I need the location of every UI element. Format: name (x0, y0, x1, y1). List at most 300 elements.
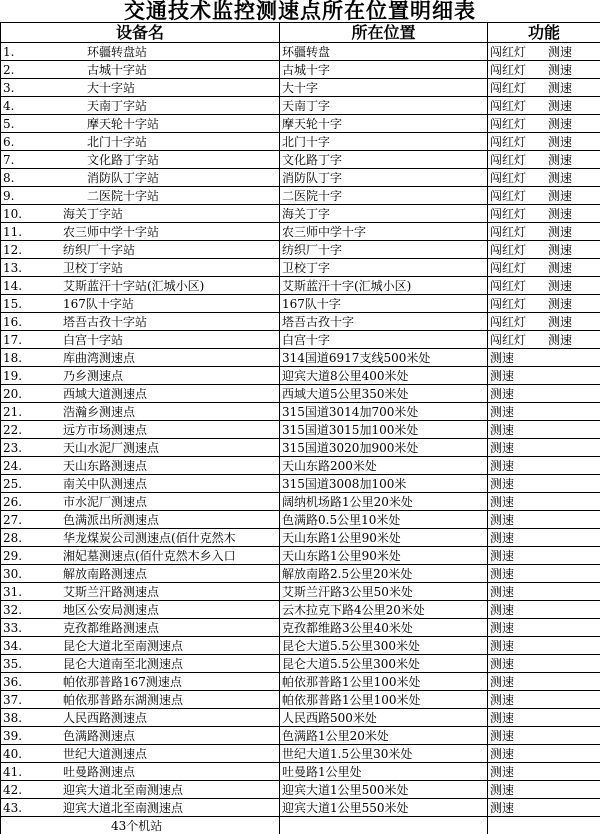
table-row (1, 745, 600, 763)
device-name: 市水泥厂测速点 (63, 495, 147, 509)
row-number: 21. (3, 404, 63, 420)
device-cell (1, 367, 280, 385)
location-cell: 塔吾古孜十字 (280, 313, 488, 331)
location-cell: 古城十字 (280, 61, 488, 79)
function-primary: 测速 (490, 548, 548, 564)
device-name: 农三师中学十字站 (63, 225, 159, 239)
function-primary: 闯红灯 (490, 332, 548, 348)
table-footer-row (1, 817, 600, 834)
table-row (1, 439, 600, 457)
table-row (1, 115, 600, 133)
function-cell (488, 763, 600, 781)
table-row (1, 259, 600, 277)
device-cell (1, 547, 280, 565)
function-cell (488, 619, 600, 637)
function-primary: 测速 (490, 404, 548, 420)
location-cell: 卫校丁字 (280, 259, 488, 277)
function-cell (488, 637, 600, 655)
device-cell (1, 673, 280, 691)
device-cell (1, 709, 280, 727)
device-name: 艾斯兰汗路测速点 (63, 585, 159, 599)
location-cell: 帕依那普路1公里100米处 (280, 691, 488, 709)
device-name: 塔吾古孜十字站 (63, 315, 147, 329)
row-number: 30. (3, 566, 63, 582)
function-primary: 测速 (490, 494, 548, 510)
function-primary: 测速 (490, 512, 548, 528)
device-name: 乃乡测速点 (63, 369, 123, 383)
location-cell: 昆仑大道5.5公里300米处 (280, 637, 488, 655)
function-cell (488, 331, 600, 349)
device-cell (1, 439, 280, 457)
function-primary: 闯红灯 (490, 170, 548, 186)
location-cell: 色满路1公里20米处 (280, 727, 488, 745)
device-cell (1, 133, 280, 151)
device-cell (1, 781, 280, 799)
device-name: 吐曼路测速点 (63, 765, 135, 779)
table-row (1, 331, 600, 349)
row-number: 31. (3, 584, 63, 600)
function-cell (488, 205, 600, 223)
table-row (1, 799, 600, 817)
function-primary: 测速 (490, 602, 548, 618)
function-primary: 测速 (490, 422, 548, 438)
function-primary: 测速 (490, 638, 548, 654)
device-cell (1, 763, 280, 781)
table-row (1, 583, 600, 601)
function-secondary: 测速 (548, 243, 572, 257)
row-number: 16. (3, 314, 63, 330)
device-name: 天山东路测速点 (63, 459, 147, 473)
table-row (1, 385, 600, 403)
device-cell (1, 403, 280, 421)
function-primary: 闯红灯 (490, 242, 548, 258)
location-cell: 天山东路1公里90米处 (280, 529, 488, 547)
row-number: 8. (3, 170, 87, 186)
location-cell: 315国道3015加100米处 (280, 421, 488, 439)
location-cell: 大十字 (280, 79, 488, 97)
device-name: 二医院十字站 (87, 189, 159, 203)
function-primary: 闯红灯 (490, 134, 548, 150)
table-row (1, 709, 600, 727)
device-name: 西域大道测速点 (63, 387, 147, 401)
device-name: 昆仑大道北至南测速点 (63, 639, 183, 653)
function-secondary: 测速 (548, 135, 572, 149)
device-name: 天南丁字站 (87, 99, 147, 113)
device-name: 帕依那普路167测速点 (63, 675, 182, 689)
function-cell (488, 601, 600, 619)
function-primary: 测速 (490, 800, 548, 816)
table-row (1, 619, 600, 637)
device-cell (1, 799, 280, 817)
device-name: 解放南路测速点 (63, 567, 147, 581)
function-cell (488, 151, 600, 169)
device-cell (1, 421, 280, 439)
function-cell (488, 115, 600, 133)
device-cell (1, 331, 280, 349)
function-primary: 闯红灯 (490, 314, 548, 330)
row-number: 37. (3, 692, 63, 708)
function-secondary: 测速 (548, 315, 572, 329)
device-cell (1, 223, 280, 241)
device-name: 环疆转盘站 (87, 45, 147, 59)
function-cell (488, 781, 600, 799)
function-primary: 测速 (490, 656, 548, 672)
location-cell: 文化路丁字 (280, 151, 488, 169)
device-cell (1, 61, 280, 79)
table-header-row (1, 23, 600, 43)
row-number: 20. (3, 386, 63, 402)
row-number: 6. (3, 134, 87, 150)
device-cell (1, 295, 280, 313)
function-primary: 测速 (490, 782, 548, 798)
device-cell (1, 115, 280, 133)
location-cell: 315国道3008加100米 (280, 475, 488, 493)
table-row (1, 79, 600, 97)
table-row (1, 241, 600, 259)
row-number: 40. (3, 746, 63, 762)
function-cell (488, 43, 600, 61)
function-primary: 测速 (490, 764, 548, 780)
function-cell (488, 367, 600, 385)
location-cell: 314国道6917支线500米处 (280, 349, 488, 367)
row-number: 35. (3, 656, 63, 672)
function-secondary: 测速 (548, 297, 572, 311)
function-cell (488, 169, 600, 187)
device-cell (1, 727, 280, 745)
table-row (1, 457, 600, 475)
table-row (1, 169, 600, 187)
function-primary: 闯红灯 (490, 296, 548, 312)
document-title: 交通技术监控测速点所在位置明细表 (0, 0, 600, 22)
function-primary: 闯红灯 (490, 44, 548, 60)
row-number: 28. (3, 530, 63, 546)
device-cell (1, 43, 280, 61)
device-name: 海关丁字站 (63, 207, 123, 221)
function-cell (488, 493, 600, 511)
function-cell (488, 547, 600, 565)
function-primary: 闯红灯 (490, 98, 548, 114)
location-cell: 315国道3014加700米处 (280, 403, 488, 421)
device-cell (1, 277, 280, 295)
function-secondary: 测速 (548, 117, 572, 131)
table-row (1, 349, 600, 367)
function-secondary: 测速 (548, 189, 572, 203)
function-secondary: 测速 (548, 63, 572, 77)
device-cell (1, 349, 280, 367)
table-row (1, 655, 600, 673)
device-cell (1, 637, 280, 655)
row-number: 12. (3, 242, 63, 258)
function-cell (488, 403, 600, 421)
function-secondary: 测速 (548, 153, 572, 167)
function-cell (488, 79, 600, 97)
table-row (1, 565, 600, 583)
device-name: 昆仑大道南至北测速点 (63, 657, 183, 671)
device-cell (1, 529, 280, 547)
table-row (1, 223, 600, 241)
table-row (1, 673, 600, 691)
row-number: 19. (3, 368, 63, 384)
row-number: 14. (3, 278, 63, 294)
device-name: 克孜都维路测速点 (63, 621, 159, 635)
function-primary: 测速 (490, 350, 548, 366)
row-number: 5. (3, 116, 87, 132)
function-cell (488, 565, 600, 583)
table-row (1, 277, 600, 295)
device-cell (1, 187, 280, 205)
row-number: 2. (3, 62, 87, 78)
function-cell (488, 727, 600, 745)
device-name: 古城十字站 (87, 63, 147, 77)
location-cell: 白宫十字 (280, 331, 488, 349)
row-number: 3. (3, 80, 87, 96)
function-primary: 测速 (490, 746, 548, 762)
function-cell (488, 313, 600, 331)
device-cell (1, 385, 280, 403)
row-number: 34. (3, 638, 63, 654)
device-cell (1, 565, 280, 583)
location-cell: 克孜都维路3公里40米处 (280, 619, 488, 637)
row-number: 42. (3, 782, 63, 798)
location-cell: 迎宾大道8公里400米处 (280, 367, 488, 385)
function-cell (488, 799, 600, 817)
device-name: 卫校丁字站 (63, 261, 123, 275)
device-cell (1, 205, 280, 223)
function-cell (488, 259, 600, 277)
header-device-name: 设备名 (1, 23, 280, 43)
function-cell (488, 295, 600, 313)
function-primary: 测速 (490, 620, 548, 636)
device-name: 天山水泥厂测速点 (63, 441, 159, 455)
row-number: 26. (3, 494, 63, 510)
row-number: 13. (3, 260, 63, 276)
function-primary: 闯红灯 (490, 80, 548, 96)
function-cell (488, 673, 600, 691)
row-number: 43. (3, 800, 63, 816)
row-number: 18. (3, 350, 63, 366)
function-primary: 测速 (490, 386, 548, 402)
function-secondary: 测速 (548, 81, 572, 95)
row-number: 23. (3, 440, 63, 456)
row-number: 7. (3, 152, 87, 168)
row-number: 41. (3, 764, 63, 780)
location-cell: 消防队丁字 (280, 169, 488, 187)
device-name: 色满路测速点 (63, 729, 135, 743)
location-cell: 云木拉克下路4公里20米处 (280, 601, 488, 619)
row-number: 39. (3, 728, 63, 744)
function-secondary: 测速 (548, 45, 572, 59)
row-number: 11. (3, 224, 63, 240)
location-cell: 迎宾大道1公里550米处 (280, 799, 488, 817)
header-function: 功能 (488, 23, 600, 43)
device-cell (1, 475, 280, 493)
row-number: 29. (3, 548, 63, 564)
location-cell: 西域大道5公里350米处 (280, 385, 488, 403)
device-cell (1, 79, 280, 97)
location-cell: 人民西路500米处 (280, 709, 488, 727)
device-cell (1, 511, 280, 529)
function-cell (488, 691, 600, 709)
table-row (1, 691, 600, 709)
device-cell (1, 583, 280, 601)
function-primary: 测速 (490, 674, 548, 690)
location-cell: 二医院十字 (280, 187, 488, 205)
function-cell (488, 277, 600, 295)
function-primary: 闯红灯 (490, 62, 548, 78)
table-row (1, 547, 600, 565)
device-cell (1, 691, 280, 709)
function-primary: 测速 (490, 368, 548, 384)
device-name: 白宫十字站 (63, 333, 123, 347)
device-cell (1, 493, 280, 511)
function-cell (488, 655, 600, 673)
location-cell: 天山东路1公里90米处 (280, 547, 488, 565)
location-cell: 艾斯蓝汗十字(汇城小区) (280, 277, 488, 295)
table-row (1, 601, 600, 619)
location-cell: 海关丁字 (280, 205, 488, 223)
location-cell: 帕依那普路1公里100米处 (280, 673, 488, 691)
row-number: 22. (3, 422, 63, 438)
function-primary: 测速 (490, 710, 548, 726)
device-name: 北门十字站 (87, 135, 147, 149)
function-cell (488, 349, 600, 367)
table-row (1, 313, 600, 331)
row-number: 36. (3, 674, 63, 690)
stations-table (0, 22, 600, 834)
function-primary: 闯红灯 (490, 206, 548, 222)
location-cell: 纺织厂十字 (280, 241, 488, 259)
function-secondary: 测速 (548, 279, 572, 293)
device-name: 消防队丁字站 (87, 171, 159, 185)
function-secondary: 测速 (548, 261, 572, 275)
function-secondary: 测速 (548, 171, 572, 185)
device-name: 纺织厂十字站 (63, 243, 135, 257)
device-name: 艾斯蓝汗十字站(汇城小区) (63, 279, 204, 293)
table-row (1, 295, 600, 313)
location-cell: 167队十字 (280, 295, 488, 313)
row-number: 33. (3, 620, 63, 636)
function-cell (488, 583, 600, 601)
header-location: 所在位置 (280, 23, 488, 43)
location-cell: 解放南路2.5公里20米处 (280, 565, 488, 583)
table-row (1, 61, 600, 79)
device-cell (1, 457, 280, 475)
function-cell (488, 241, 600, 259)
device-name: 文化路丁字站 (87, 153, 159, 167)
table-row (1, 493, 600, 511)
station-count: 43个机站 (1, 817, 280, 834)
function-cell (488, 457, 600, 475)
function-primary: 闯红灯 (490, 116, 548, 132)
device-cell (1, 241, 280, 259)
footer-empty-cell (488, 817, 600, 834)
function-primary: 测速 (490, 476, 548, 492)
function-secondary: 测速 (548, 225, 572, 239)
location-cell: 昆仑大道5.5公里300米处 (280, 655, 488, 673)
location-cell: 天山东路200米处 (280, 457, 488, 475)
row-number: 25. (3, 476, 63, 492)
function-primary: 闯红灯 (490, 278, 548, 294)
device-cell (1, 655, 280, 673)
row-number: 32. (3, 602, 63, 618)
device-cell (1, 259, 280, 277)
row-number: 27. (3, 512, 63, 528)
row-number: 4. (3, 98, 87, 114)
table-row (1, 475, 600, 493)
table-row (1, 421, 600, 439)
device-name: 人民西路测速点 (63, 711, 147, 725)
table-row (1, 205, 600, 223)
location-cell: 迎宾大道1公里500米处 (280, 781, 488, 799)
table-row (1, 511, 600, 529)
function-primary: 测速 (490, 440, 548, 456)
function-primary: 测速 (490, 692, 548, 708)
table-row (1, 367, 600, 385)
function-primary: 测速 (490, 584, 548, 600)
device-cell (1, 169, 280, 187)
footer-empty-cell (280, 817, 488, 834)
device-cell (1, 151, 280, 169)
device-name: 帕依那普路东湖测速点 (63, 693, 183, 707)
function-primary: 闯红灯 (490, 224, 548, 240)
device-cell (1, 619, 280, 637)
function-secondary: 测速 (548, 99, 572, 113)
device-name: 华龙煤炭公司测速点(佰什克然木 (63, 531, 236, 545)
row-number: 1. (3, 44, 87, 60)
location-cell: 315国道3020加900米处 (280, 439, 488, 457)
table-row (1, 43, 600, 61)
device-name: 南关中队测速点 (63, 477, 147, 491)
function-cell (488, 133, 600, 151)
function-primary: 测速 (490, 530, 548, 546)
function-cell (488, 529, 600, 547)
location-cell: 农三师中学十字 (280, 223, 488, 241)
location-cell: 艾斯兰汗路3公里50米处 (280, 583, 488, 601)
row-number: 15. (3, 296, 63, 312)
device-name: 色满派出所测速点 (63, 513, 159, 527)
function-cell (488, 385, 600, 403)
table-row (1, 151, 600, 169)
location-cell: 吐曼路1公里处 (280, 763, 488, 781)
function-cell (488, 97, 600, 115)
function-secondary: 测速 (548, 207, 572, 221)
function-primary: 测速 (490, 458, 548, 474)
row-number: 10. (3, 206, 63, 222)
table-row (1, 97, 600, 115)
table-row (1, 403, 600, 421)
location-cell: 环疆转盘 (280, 43, 488, 61)
function-cell (488, 223, 600, 241)
function-cell (488, 511, 600, 529)
device-name: 迎宾大道北至南测速点 (63, 783, 183, 797)
device-name: 迎宾大道北至南测速点 (63, 801, 183, 815)
table-row (1, 637, 600, 655)
function-primary: 测速 (490, 566, 548, 582)
location-cell: 世纪大道1.5公里30米处 (280, 745, 488, 763)
table-row (1, 187, 600, 205)
function-cell (488, 439, 600, 457)
function-cell (488, 61, 600, 79)
row-number: 24. (3, 458, 63, 474)
table-row (1, 529, 600, 547)
row-number: 9. (3, 188, 87, 204)
row-number: 38. (3, 710, 63, 726)
device-name: 库曲湾测速点 (63, 351, 135, 365)
table-row (1, 133, 600, 151)
device-name: 浩瀚乡测速点 (63, 405, 135, 419)
device-cell (1, 745, 280, 763)
device-name: 世纪大道测速点 (63, 747, 147, 761)
